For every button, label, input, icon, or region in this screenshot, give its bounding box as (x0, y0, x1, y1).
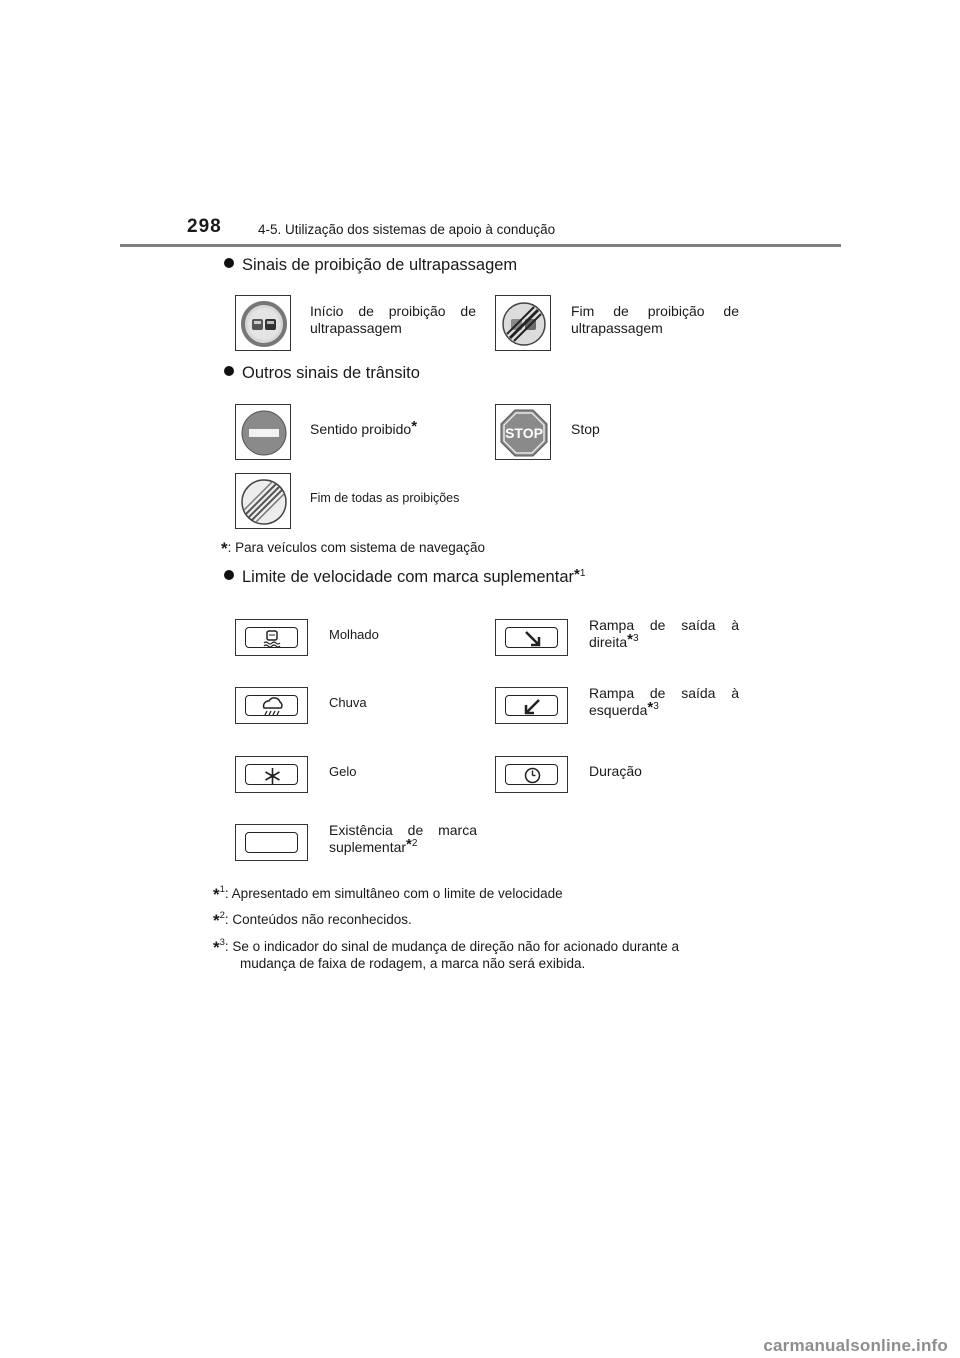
footnote-2: *$^2$: Conteúdos não reconhecidos. (213, 910, 412, 930)
label-existence-line2: suplementar (329, 839, 407, 855)
label-exit-ramp-left: esquerda$^{*3}$ (589, 699, 659, 718)
section-heading-other-signs: Outros sinais de trânsito (224, 364, 420, 383)
section-heading-no-overtaking: Sinais de proibição de ultrapassagem (224, 256, 517, 275)
label-ice: Gelo (329, 764, 357, 779)
label-exit-ramp-right-line2: direita (589, 634, 628, 650)
wet-road-icon (235, 619, 308, 656)
footnote-navigation: *: Para veículos com sistema de navegação (221, 539, 486, 558)
chapter-title: 4-5. Utilização dos sistemas de apoio à condução (258, 222, 556, 237)
label-end-of-all-restrictions: Fim de todas as proibições (310, 491, 460, 505)
label-no-overtaking-start: Início de proibição de ultrapassagem (310, 303, 476, 336)
end-of-all-restrictions-icon (235, 473, 291, 529)
label-wet: Molhado (329, 627, 379, 642)
label-exit-ramp-left-line2: esquerda (589, 702, 648, 718)
label-no-overtaking-end: Fim de proibição de ultrapassagem (571, 303, 739, 336)
stop-icon (495, 404, 551, 460)
label-duration: Duração (589, 763, 642, 779)
label-exit-ramp-left-line1: Rampa de saída à (589, 685, 739, 701)
footnote-1: *$^1$: Apresentado em simultâneo com o limite de velocidade (213, 884, 563, 904)
label-no-entry: Sentido proibido* (310, 418, 418, 437)
ice-icon (235, 756, 308, 793)
label-existence-line1: Existência de marca (329, 822, 477, 838)
page-number: 298 (187, 216, 222, 237)
footnote-3: *$^3$: Se o indicador do sinal de mudança de direção não for acionado durante a (213, 937, 679, 957)
stop-sign-text: STOP (505, 425, 543, 441)
header-divider (120, 244, 841, 247)
exit-ramp-right-icon (495, 619, 568, 656)
no-entry-icon (235, 404, 291, 460)
label-exit-ramp-right-line1: Rampa de saída à (589, 617, 739, 633)
blank-plate-icon (235, 824, 308, 861)
clock-icon (495, 756, 568, 793)
label-exit-ramp-right: direita$^{*3}$ (589, 631, 639, 650)
no-overtaking-end-icon (495, 295, 551, 351)
label-existence-supplementary: suplementar$^{*2}$ (329, 836, 418, 855)
bullet-icon (224, 570, 234, 580)
label-stop: Stop (571, 421, 600, 437)
label-rain: Chuva (329, 695, 367, 710)
watermark: carmanualsonline.info (763, 1336, 948, 1355)
rain-icon (235, 687, 308, 724)
section-heading-speed-limit-supplementary: Limite de velocidade com marca suplementar$^{*1}$ (224, 568, 585, 587)
no-overtaking-start-icon (235, 295, 291, 351)
bullet-icon (224, 258, 234, 268)
footnote-3-line2: mudança de faixa de rodagem, a marca não será exibida. (240, 956, 586, 971)
bullet-icon (224, 366, 234, 376)
exit-ramp-left-icon (495, 687, 568, 724)
